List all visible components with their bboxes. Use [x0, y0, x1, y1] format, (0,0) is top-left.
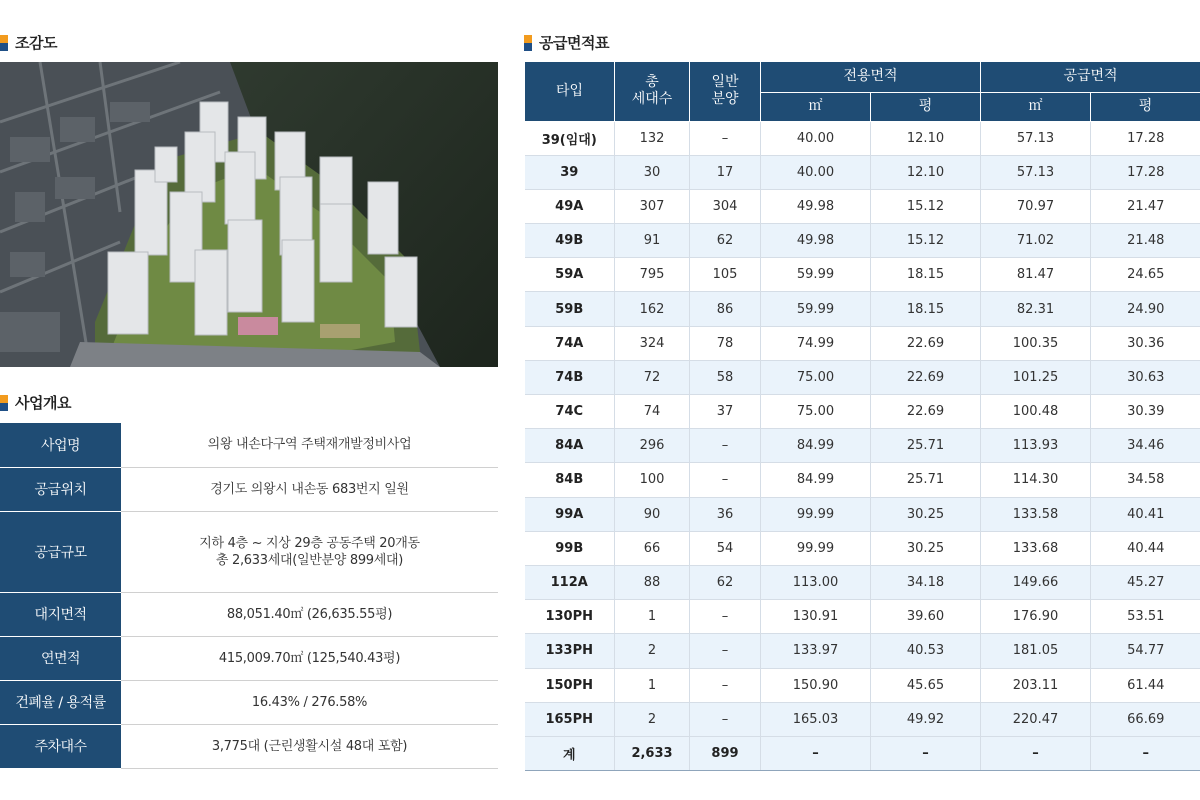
general-sale-cell: –: [690, 463, 761, 497]
supply-pyeong-cell: 30.36: [1091, 326, 1200, 360]
exclusive-sqm-cell: 40.00: [761, 121, 871, 155]
table-row: [525, 634, 1200, 668]
general-sale-cell: –: [690, 600, 761, 634]
table-row: [525, 702, 1200, 736]
supply-sqm-cell: 100.48: [981, 395, 1091, 429]
type-cell: 74C: [525, 395, 615, 429]
supply-sqm-cell: 203.11: [981, 668, 1091, 702]
total-units-cell: 74: [615, 395, 690, 429]
supply-pyeong-cell: 40.44: [1091, 531, 1200, 565]
exclusive-sqm-cell: 59.99: [761, 258, 871, 292]
exclusive-sqm-cell: 84.99: [761, 463, 871, 497]
section-marker-icon: [0, 35, 8, 51]
supply-pyeong-cell: –: [1091, 736, 1200, 770]
supply-pyeong-cell: 30.63: [1091, 360, 1200, 394]
total-units-cell: 307: [615, 189, 690, 223]
header-exclusive-sqm: ㎡: [761, 92, 871, 121]
section-marker-icon: [0, 395, 8, 411]
header-supply-area: 공급면적: [981, 62, 1200, 92]
general-sale-cell: 17: [690, 155, 761, 189]
supply-sqm-cell: –: [981, 736, 1091, 770]
overview-label: 대지면적: [0, 592, 121, 636]
supply-table-body: [525, 121, 1200, 771]
supply-sqm-cell: 149.66: [981, 565, 1091, 599]
table-row: [525, 497, 1200, 531]
exclusive-pyeong-cell: 30.25: [871, 497, 981, 531]
exclusive-sqm-cell: 99.99: [761, 531, 871, 565]
table-row: [525, 292, 1200, 326]
general-sale-cell: –: [690, 121, 761, 155]
exclusive-pyeong-cell: 12.10: [871, 155, 981, 189]
supply-sqm-cell: 220.47: [981, 702, 1091, 736]
total-units-cell: 30: [615, 155, 690, 189]
exclusive-pyeong-cell: 45.65: [871, 668, 981, 702]
header-supply-sqm: ㎡: [981, 92, 1091, 121]
supply-pyeong-cell: 40.41: [1091, 497, 1200, 531]
exclusive-sqm-cell: 113.00: [761, 565, 871, 599]
table-row: [525, 668, 1200, 702]
total-units-cell: 100: [615, 463, 690, 497]
type-cell: 39: [525, 155, 615, 189]
table-row: [525, 258, 1200, 292]
header-general-line2: 분양: [711, 91, 739, 108]
overview-row-coverage: [0, 680, 498, 724]
overview-value-line1: 지하 4층 ~ 지상 29층 공동주택 20개동: [199, 535, 420, 551]
total-units-cell: 2,633: [615, 736, 690, 770]
type-cell: 133PH: [525, 634, 615, 668]
supply-section-title: [524, 32, 609, 53]
header-exclusive-pyeong: 평: [871, 92, 981, 121]
type-cell: 99A: [525, 497, 615, 531]
exclusive-sqm-cell: 49.98: [761, 224, 871, 258]
overview-label: 연면적: [0, 636, 121, 680]
table-row: [525, 600, 1200, 634]
general-sale-cell: 37: [690, 395, 761, 429]
exclusive-pyeong-cell: 22.69: [871, 326, 981, 360]
supply-sqm-cell: 114.30: [981, 463, 1091, 497]
supply-pyeong-cell: 45.27: [1091, 565, 1200, 599]
exclusive-sqm-cell: 150.90: [761, 668, 871, 702]
general-sale-cell: –: [690, 634, 761, 668]
supply-sqm-cell: 113.93: [981, 429, 1091, 463]
exclusive-pyeong-cell: 25.71: [871, 463, 981, 497]
general-sale-cell: –: [690, 429, 761, 463]
type-cell: 99B: [525, 531, 615, 565]
type-cell: 74B: [525, 360, 615, 394]
general-sale-cell: 58: [690, 360, 761, 394]
supply-pyeong-cell: 66.69: [1091, 702, 1200, 736]
exclusive-sqm-cell: 84.99: [761, 429, 871, 463]
type-cell: 165PH: [525, 702, 615, 736]
total-units-cell: 72: [615, 360, 690, 394]
supply-sqm-cell: 181.05: [981, 634, 1091, 668]
type-cell: 130PH: [525, 600, 615, 634]
type-cell: 49B: [525, 224, 615, 258]
type-cell: 계: [525, 736, 615, 770]
total-units-cell: 132: [615, 121, 690, 155]
overview-row-project-name: [0, 423, 498, 467]
general-sale-cell: 105: [690, 258, 761, 292]
exclusive-pyeong-cell: 12.10: [871, 121, 981, 155]
supply-sqm-cell: 100.35: [981, 326, 1091, 360]
overview-row-scale: [0, 511, 498, 592]
header-supply-pyeong: 평: [1091, 92, 1200, 121]
supply-sqm-cell: 81.47: [981, 258, 1091, 292]
exclusive-sqm-cell: 75.00: [761, 360, 871, 394]
total-units-cell: 91: [615, 224, 690, 258]
table-row: [525, 463, 1200, 497]
supply-area-table: [524, 62, 1200, 771]
overview-row-floor-area: [0, 636, 498, 680]
supply-sqm-cell: 57.13: [981, 155, 1091, 189]
section-marker-icon: [524, 35, 532, 51]
exclusive-pyeong-cell: 22.69: [871, 360, 981, 394]
supply-sqm-cell: 101.25: [981, 360, 1091, 394]
type-cell: 59B: [525, 292, 615, 326]
general-sale-cell: 36: [690, 497, 761, 531]
overview-label: 공급위치: [0, 467, 121, 511]
overview-value: 경기도 의왕시 내손동 683번지 일원: [121, 467, 498, 511]
overview-label: 사업명: [0, 423, 121, 467]
general-sale-cell: 62: [690, 224, 761, 258]
exclusive-pyeong-cell: 25.71: [871, 429, 981, 463]
header-total-line1: 총: [645, 74, 659, 91]
exclusive-sqm-cell: 49.98: [761, 189, 871, 223]
table-row: [525, 121, 1200, 155]
table-row: [525, 360, 1200, 394]
overview-title-text: 사업개요: [15, 394, 71, 412]
total-row: [525, 736, 1200, 770]
total-units-cell: 2: [615, 702, 690, 736]
table-row: [525, 395, 1200, 429]
supply-pyeong-cell: 34.46: [1091, 429, 1200, 463]
exclusive-pyeong-cell: 40.53: [871, 634, 981, 668]
supply-sqm-cell: 176.90: [981, 600, 1091, 634]
supply-sqm-cell: 70.97: [981, 189, 1091, 223]
table-row: [525, 531, 1200, 565]
exclusive-sqm-cell: 165.03: [761, 702, 871, 736]
exclusive-sqm-cell: 74.99: [761, 326, 871, 360]
general-sale-cell: –: [690, 702, 761, 736]
type-cell: 39(임대): [525, 121, 615, 155]
exclusive-pyeong-cell: 30.25: [871, 531, 981, 565]
overview-value: 3,775대 (근린생활시설 48대 포함): [121, 724, 498, 768]
header-general-line1: 일반: [711, 74, 739, 91]
overview-label: 공급규모: [0, 511, 121, 592]
table-row: [525, 189, 1200, 223]
supply-title-text: 공급면적표: [539, 34, 609, 52]
header-total-units: [615, 62, 690, 121]
overview-value: 의왕 내손다구역 주택재개발정비사업: [121, 423, 498, 467]
exclusive-sqm-cell: –: [761, 736, 871, 770]
general-sale-cell: 78: [690, 326, 761, 360]
total-units-cell: 296: [615, 429, 690, 463]
total-units-cell: 88: [615, 565, 690, 599]
type-cell: 112A: [525, 565, 615, 599]
supply-pyeong-cell: 61.44: [1091, 668, 1200, 702]
exclusive-sqm-cell: 99.99: [761, 497, 871, 531]
aerial-section-title: [0, 32, 57, 53]
header-total-line2: 세대수: [631, 91, 673, 108]
supply-pyeong-cell: 17.28: [1091, 155, 1200, 189]
general-sale-cell: 899: [690, 736, 761, 770]
supply-sqm-cell: 133.58: [981, 497, 1091, 531]
overview-row-parking: [0, 724, 498, 768]
supply-pyeong-cell: 24.65: [1091, 258, 1200, 292]
supply-pyeong-cell: 34.58: [1091, 463, 1200, 497]
supply-pyeong-cell: 21.48: [1091, 224, 1200, 258]
supply-sqm-cell: 133.68: [981, 531, 1091, 565]
supply-pyeong-cell: 54.77: [1091, 634, 1200, 668]
overview-value: 16.43% / 276.58%: [121, 680, 498, 724]
exclusive-pyeong-cell: 15.12: [871, 189, 981, 223]
aerial-title-text: 조감도: [15, 34, 57, 52]
general-sale-cell: 304: [690, 189, 761, 223]
overview-value-line2: 총 2,633세대(일반분양 899세대): [215, 552, 404, 568]
total-units-cell: 66: [615, 531, 690, 565]
exclusive-pyeong-cell: 34.18: [871, 565, 981, 599]
exclusive-sqm-cell: 40.00: [761, 155, 871, 189]
type-cell: 49A: [525, 189, 615, 223]
overview-row-site-area: [0, 592, 498, 636]
exclusive-pyeong-cell: 18.15: [871, 258, 981, 292]
overview-label: 주차대수: [0, 724, 121, 768]
supply-pyeong-cell: 53.51: [1091, 600, 1200, 634]
table-row: [525, 155, 1200, 189]
overview-label: 건폐율 / 용적률: [0, 680, 121, 724]
header-general-sale: [690, 62, 761, 121]
overview-value: 88,051.40㎡ (26,635.55평): [121, 592, 498, 636]
exclusive-sqm-cell: 75.00: [761, 395, 871, 429]
supply-sqm-cell: 82.31: [981, 292, 1091, 326]
table-row: [525, 565, 1200, 599]
overview-value: [121, 511, 498, 592]
general-sale-cell: 86: [690, 292, 761, 326]
type-cell: 84A: [525, 429, 615, 463]
aerial-view-image: [0, 62, 498, 367]
header-type: 타입: [525, 62, 615, 121]
supply-pyeong-cell: 17.28: [1091, 121, 1200, 155]
supply-sqm-cell: 71.02: [981, 224, 1091, 258]
overview-table: [0, 423, 498, 769]
table-row: [525, 224, 1200, 258]
exclusive-sqm-cell: 133.97: [761, 634, 871, 668]
supply-pyeong-cell: 24.90: [1091, 292, 1200, 326]
total-units-cell: 1: [615, 600, 690, 634]
total-units-cell: 90: [615, 497, 690, 531]
overview-row-location: [0, 467, 498, 511]
exclusive-pyeong-cell: 18.15: [871, 292, 981, 326]
exclusive-sqm-cell: 130.91: [761, 600, 871, 634]
general-sale-cell: 54: [690, 531, 761, 565]
supply-pyeong-cell: 30.39: [1091, 395, 1200, 429]
exclusive-pyeong-cell: –: [871, 736, 981, 770]
header-exclusive-area: 전용면적: [761, 62, 981, 92]
type-cell: 74A: [525, 326, 615, 360]
type-cell: 59A: [525, 258, 615, 292]
supply-sqm-cell: 57.13: [981, 121, 1091, 155]
total-units-cell: 2: [615, 634, 690, 668]
exclusive-pyeong-cell: 39.60: [871, 600, 981, 634]
table-row: [525, 326, 1200, 360]
total-units-cell: 1: [615, 668, 690, 702]
exclusive-pyeong-cell: 49.92: [871, 702, 981, 736]
overview-value: 415,009.70㎡ (125,540.43평): [121, 636, 498, 680]
table-row: [525, 429, 1200, 463]
exclusive-pyeong-cell: 15.12: [871, 224, 981, 258]
supply-pyeong-cell: 21.47: [1091, 189, 1200, 223]
total-units-cell: 162: [615, 292, 690, 326]
total-units-cell: 324: [615, 326, 690, 360]
type-cell: 84B: [525, 463, 615, 497]
exclusive-pyeong-cell: 22.69: [871, 395, 981, 429]
general-sale-cell: –: [690, 668, 761, 702]
total-units-cell: 795: [615, 258, 690, 292]
exclusive-sqm-cell: 59.99: [761, 292, 871, 326]
overview-section-title: [0, 392, 71, 413]
type-cell: 150PH: [525, 668, 615, 702]
general-sale-cell: 62: [690, 565, 761, 599]
